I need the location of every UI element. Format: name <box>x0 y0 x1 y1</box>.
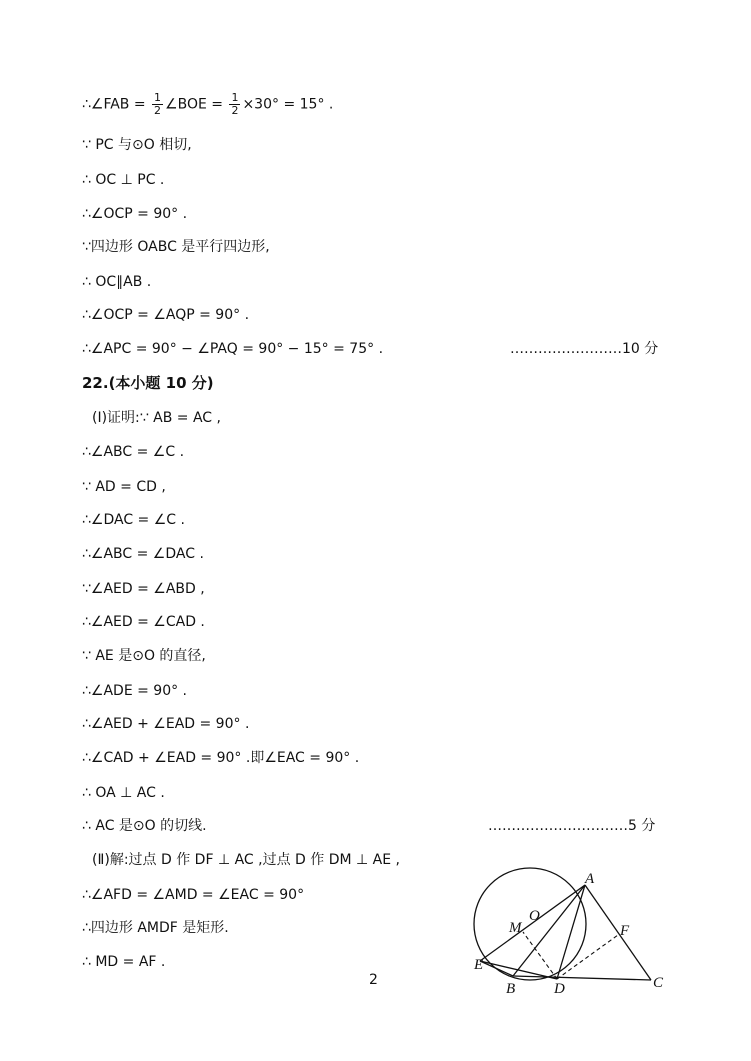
solution-line-10: (Ⅰ)证明:∵ AB = AC , <box>92 410 221 426</box>
segment-ab <box>513 885 585 976</box>
solution-line-21: ∴ OA ⊥ AC . <box>82 785 165 801</box>
segment-ad <box>557 885 585 979</box>
label-c: C <box>653 975 664 991</box>
solution-line-11: ∴∠ABC = ∠C . <box>82 444 185 460</box>
solution-line-12: ∵ AD = CD , <box>82 479 166 495</box>
fraction-numerator: 1 <box>154 91 162 104</box>
solution-line-18: ∴∠ADE = 90° . <box>82 683 188 699</box>
segment-ac <box>585 885 651 980</box>
fraction-denominator: 2 <box>154 104 162 117</box>
score-mark-5: …………………………5 分 <box>488 818 656 834</box>
segment-df-dashed <box>557 935 618 979</box>
segment-eb <box>480 961 513 976</box>
solution-line-6: ∴ OC∥AB . <box>82 274 152 290</box>
solution-line-5: ∵四边形 OABC 是平行四边形, <box>82 239 270 255</box>
fraction-numerator: 1 <box>231 91 239 104</box>
label-a: A <box>585 871 595 887</box>
label-e: E <box>474 957 484 973</box>
solution-line-17: ∵ AE 是⊙O 的直径, <box>82 648 206 664</box>
solution-line-2: ∵ PC 与⊙O 相切, <box>82 137 192 153</box>
solution-line-22: ∴ AC 是⊙O 的切线. <box>82 818 207 834</box>
score-mark-10: ……………………10 分 <box>510 341 659 357</box>
solution-line-1 <box>82 92 333 117</box>
solution-line-7: ∴∠OCP = ∠AQP = 90° . <box>82 307 250 323</box>
text-segment: ∴∠FAB = <box>82 96 151 113</box>
text-segment: ∠BOE = <box>165 96 228 113</box>
geometry-figure <box>466 862 686 997</box>
label-d: D <box>554 981 565 997</box>
text-segment: ×30° = 15° . <box>242 96 334 113</box>
solution-line-20: ∴∠CAD + ∠EAD = 90° .即∠EAC = 90° . <box>82 750 360 766</box>
solution-line-26: ∴ MD = AF . <box>82 954 166 970</box>
solution-line-24: ∴∠AFD = ∠AMD = ∠EAC = 90° <box>82 887 305 903</box>
problem-heading: 22.(本小题 10 分) <box>82 374 214 392</box>
label-m: M <box>509 920 522 936</box>
solution-line-3: ∴ OC ⊥ PC . <box>82 172 165 188</box>
fraction-denominator: 2 <box>231 104 239 117</box>
page-number: 2 <box>369 972 378 988</box>
fraction <box>229 92 240 117</box>
solution-line-23: (Ⅱ)解:过点 D 作 DF ⊥ AC ,过点 D 作 DM ⊥ AE , <box>92 852 401 868</box>
solution-line-25: ∴四边形 AMDF 是矩形. <box>82 920 229 936</box>
label-o: O <box>529 908 540 924</box>
label-b: B <box>506 981 516 997</box>
solution-line-19: ∴∠AED + ∠EAD = 90° . <box>82 716 250 732</box>
label-f: F <box>620 923 630 939</box>
solution-line-4: ∴∠OCP = 90° . <box>82 206 188 222</box>
solution-line-16: ∴∠AED = ∠CAD . <box>82 614 205 630</box>
solution-line-13: ∴∠DAC = ∠C . <box>82 512 185 528</box>
fraction <box>152 92 163 117</box>
solution-line-8: ∴∠APC = 90° − ∠PAQ = 90° − 15° = 75° . <box>82 341 384 357</box>
solution-line-14: ∴∠ABC = ∠DAC . <box>82 546 204 562</box>
solution-line-15: ∵∠AED = ∠ABD , <box>82 581 205 597</box>
